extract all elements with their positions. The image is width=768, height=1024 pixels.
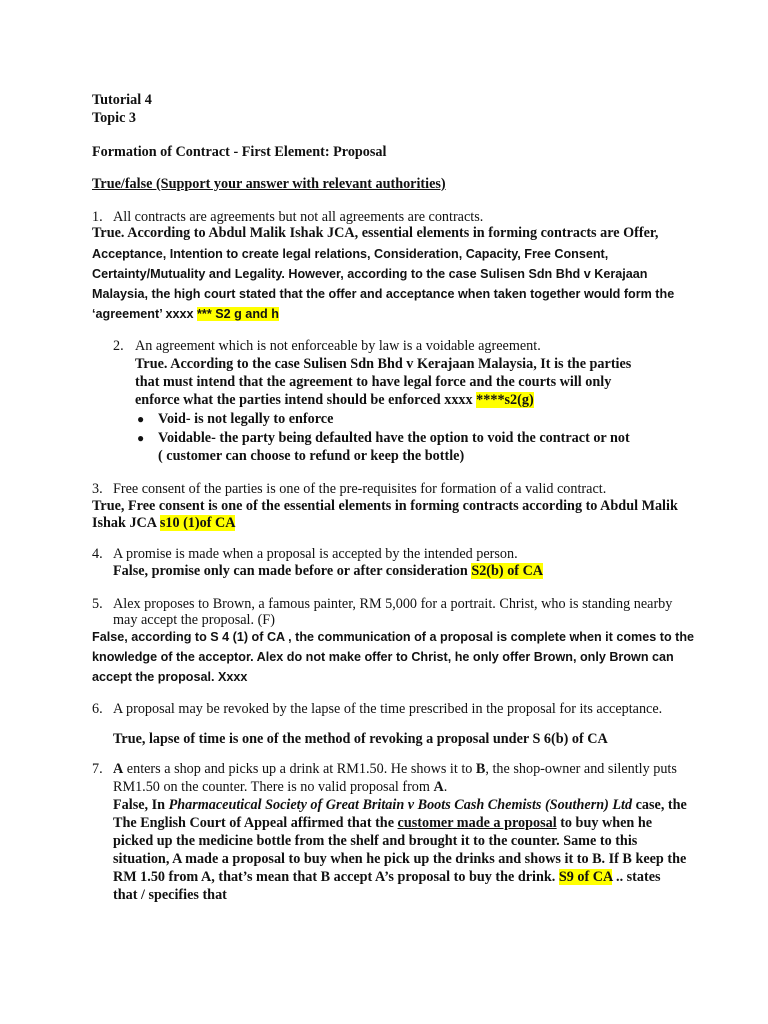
underlined-phrase: customer made a proposal	[397, 815, 557, 831]
q2-answer-line	[135, 391, 534, 409]
instructions-heading: True/false (Support your answer with relevant authorities)	[92, 176, 446, 192]
q1-answer-line: Malaysia, the high court stated that the offer and acceptance when taken together would form the	[92, 287, 675, 301]
q1-answer-line: Certainty/Mutuality and Legality. However, according to the case Sulisen Sdn Bhd v Kerajaan	[92, 267, 648, 281]
q1-question: All contracts are agreements but not all agreements are contracts.	[113, 209, 484, 225]
q5-question-line: Alex proposes to Brown, a famous painter, RM 5,000 for a portrait. Christ, who is standing nearby	[113, 596, 673, 612]
bullet-icon: ●	[137, 431, 145, 445]
q1-answer-line	[92, 305, 279, 323]
document-title: Formation of Contract - First Element: Proposal	[92, 144, 387, 160]
q7-question-line: A enters a shop and picks up a drink at RM1.50. He shows it to B, the shop-owner and silently puts	[113, 761, 677, 777]
q1-answer-text: ‘agreement’ xxxx	[92, 307, 198, 321]
tutorial-label: Tutorial 4	[92, 92, 152, 108]
q3-highlight: s10 (1)of CA	[159, 515, 236, 531]
q2-highlight: ****s2(g)	[476, 392, 534, 408]
q1-answer-line: True. According to Abdul Malik Ishak JCA, essential elements in forming contracts are Offer,	[92, 225, 659, 241]
q2-number: 2.	[113, 338, 124, 354]
q3-number: 3.	[92, 481, 103, 497]
q4-question: A promise is made when a proposal is accepted by the intended person.	[113, 546, 518, 562]
q4-highlight: S2(b) of CA	[471, 563, 544, 579]
q3-question: Free consent of the parties is one of the pre-requisites for formation of a valid contract.	[113, 481, 607, 497]
q5-answer-line: accept the proposal. Xxxx	[92, 670, 248, 684]
q5-question-line: may accept the proposal. (F)	[113, 612, 275, 628]
q7-question-line: RM1.50 on the counter. There is no valid proposal from A.	[113, 779, 448, 796]
q4-answer	[113, 562, 543, 580]
q5-answer-line: knowledge of the acceptor. Alex do not make offer to Christ, he only offer Brown, only Brown can	[92, 650, 674, 664]
q5-number: 5.	[92, 596, 103, 612]
q5-answer-line: False, according to S 4 (1) of CA , the communication of a proposal is complete when it comes to the	[92, 630, 695, 644]
q2-answer-text: enforce what the parties intend should be enforced xxxx	[135, 392, 477, 408]
q7-number: 7.	[92, 761, 103, 777]
q7-answer-line: RM 1.50 from A, that’s mean that B accept A’s proposal to buy the drink. S9 of CA .. states	[113, 869, 661, 885]
q4-number: 4.	[92, 546, 103, 562]
case-name: Pharmaceutical Society of Great Britain v Boots Cash Chemists (Southern) Ltd	[168, 797, 633, 813]
q3-answer-line: True, Free consent is one of the essential elements in forming contracts according to Abdul Malik	[92, 498, 678, 514]
q2-question: An agreement which is not enforceable by law is a voidable agreement.	[135, 338, 541, 354]
q2-bullet-voidable: Voidable- the party being defaulted have the option to void the contract or not	[158, 430, 630, 446]
q1-highlight: *** S2 g and h	[197, 307, 279, 321]
q7-answer-line: picked up the medicine bottle from the shelf and brought it to the counter. Same to this	[113, 833, 638, 849]
topic-label: Topic 3	[92, 110, 137, 126]
q7-answer-line: False, In Pharmaceutical Society of Great Britain v Boots Cash Chemists (Southern) Ltd case, the	[113, 797, 687, 813]
q7-answer-line: The English Court of Appeal affirmed that the customer made a proposal to buy when he	[113, 815, 653, 831]
q3-answer-line	[92, 514, 235, 532]
q6-question: A proposal may be revoked by the lapse of the time prescribed in the proposal for its acceptance.	[113, 701, 663, 717]
q7-highlight: S9 of CA	[558, 869, 613, 885]
q6-answer: True, lapse of time is one of the method of revoking a proposal under S 6(b) of CA	[113, 731, 608, 747]
q2-bullet-voidable-cont: ( customer can choose to refund or keep the bottle)	[158, 448, 465, 464]
q1-answer-line: Acceptance, Intention to create legal relations, Consideration, Capacity, Free Consent,	[92, 247, 609, 261]
q7-answer-line: that / specifies that	[113, 887, 227, 903]
q7-question	[113, 760, 678, 796]
q2-answer-line: True. According to the case Sulisen Sdn Bhd v Kerajaan Malaysia, It is the parties	[135, 356, 632, 372]
q1-number: 1.	[92, 209, 103, 225]
q6-number: 6.	[92, 701, 103, 717]
bullet-icon: ●	[137, 412, 145, 426]
q2-answer-line: that must intend that the agreement to have legal force and the courts will only	[135, 374, 612, 390]
q3-answer-text: Ishak JCA	[92, 515, 160, 531]
q7-answer-line: situation, A made a proposal to buy when he pick up the drinks and shows it to B. If B keep the	[113, 851, 687, 867]
q4-answer-text: False, promise only can made before or after consideration	[113, 563, 472, 579]
q2-bullet-void: Void- is not legally to enforce	[158, 411, 334, 427]
